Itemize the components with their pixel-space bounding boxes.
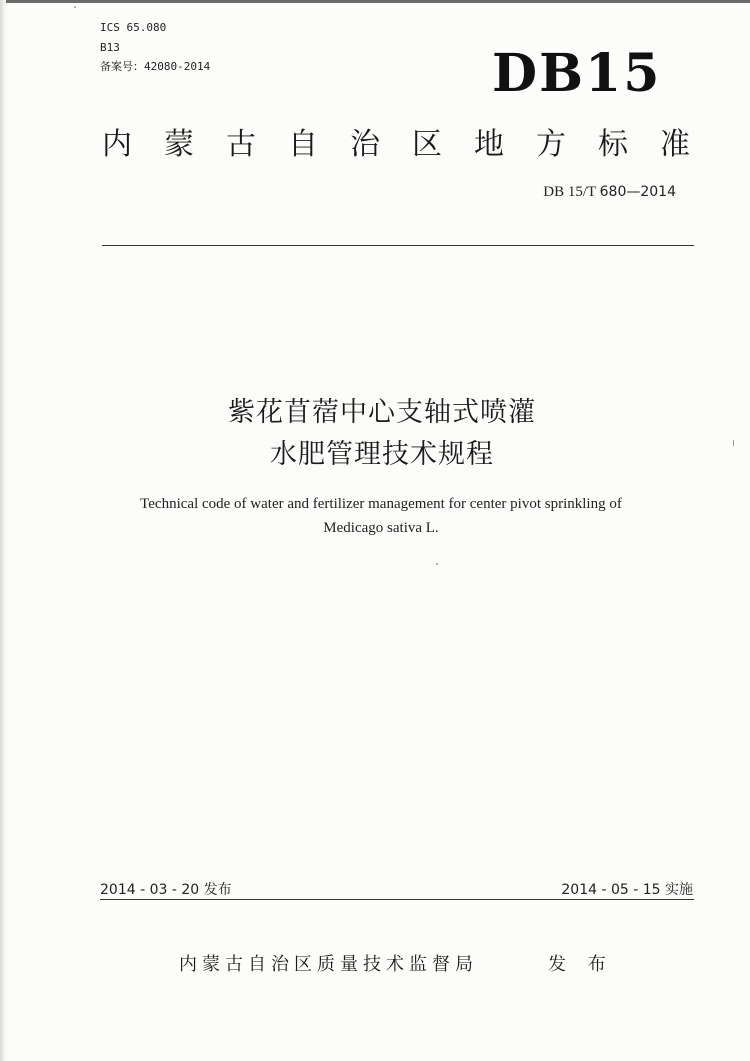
title-english-line-1: Technical code of water and fertilizer management for center pivot sprinkling of xyxy=(140,496,622,512)
publish-label: 发 布 xyxy=(548,954,614,975)
footer-divider xyxy=(100,899,694,900)
title-chinese-line-1: 紫花苜蓿中心支轴式喷灌 xyxy=(228,397,536,428)
scan-speck xyxy=(436,563,438,565)
top-scan-edge xyxy=(0,0,750,3)
standard-number xyxy=(543,184,676,201)
issue-date: 2014 - 03 - 20 发布 xyxy=(100,882,232,898)
category-code: B13 xyxy=(100,41,120,54)
standard-type-heading: 内蒙古自治区地方标准 xyxy=(102,127,722,162)
filing-number: 备案号：42080-2014 xyxy=(100,60,211,73)
ics-code: ICS 65.080 xyxy=(100,21,167,34)
header-divider xyxy=(102,245,694,246)
scan-speck xyxy=(74,6,76,8)
publisher-name: 内蒙古自治区质量技术监督局 xyxy=(179,954,478,975)
standard-number-prefix: DB 15/T xyxy=(543,184,600,200)
scan-speck xyxy=(733,440,734,446)
standard-mark: DB15 xyxy=(492,43,662,104)
standard-number-rest: 680—2014 xyxy=(599,184,676,200)
implementation-date: 2014 - 05 - 15 实施 xyxy=(561,882,693,898)
title-english-line-2: Medicago sativa L. xyxy=(323,520,439,536)
title-chinese-line-2: 水肥管理技术规程 xyxy=(270,439,494,470)
